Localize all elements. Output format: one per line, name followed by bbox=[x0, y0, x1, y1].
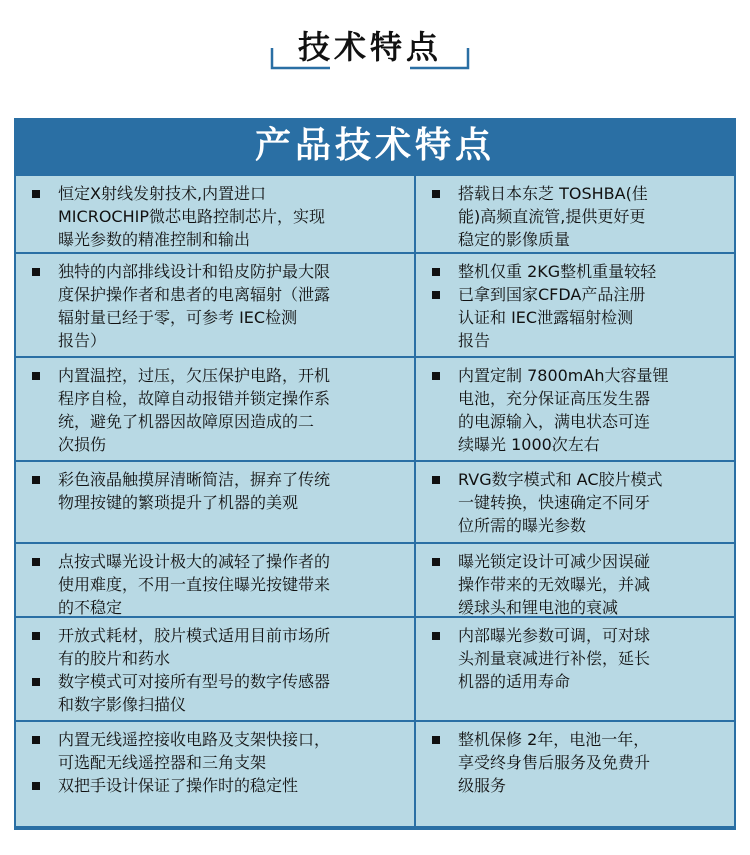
table-cell-right bbox=[416, 176, 734, 252]
feature-text: 内置无线遥控接收电路及支架快接口， 可选配无线遥控器和三角支架 bbox=[58, 730, 331, 772]
feature-item bbox=[430, 728, 720, 797]
table-cell-left bbox=[16, 176, 414, 252]
feature-item bbox=[430, 364, 720, 456]
feature-item bbox=[30, 774, 400, 797]
square-bullet-icon bbox=[432, 268, 440, 276]
square-bullet-icon bbox=[32, 558, 40, 566]
feature-text: 点按式曝光设计极大的减轻了操作者的 使用难度，不用一直按住曝光按键带来 的不稳定 bbox=[58, 552, 331, 617]
feature-text: 内置温控，过压，欠压保护电路，开机 程序自检，故障自动报错并锁定操作系 统，避免了机器因故障原因造成的二 次损伤 bbox=[58, 366, 331, 454]
feature-text: 恒定X射线发射技术,内置进口 MICROCHIP微芯电路控制芯片，实现 曝光参数的精准控制和输出 bbox=[58, 184, 325, 249]
feature-item bbox=[430, 624, 720, 693]
feature-item bbox=[30, 550, 400, 619]
page-title: 技术特点 bbox=[297, 28, 442, 66]
table-header: 产品技术特点 bbox=[14, 118, 736, 174]
square-bullet-icon bbox=[32, 632, 40, 640]
square-bullet-icon bbox=[432, 190, 440, 198]
square-bullet-icon bbox=[432, 291, 440, 299]
table-cell-left bbox=[16, 618, 414, 720]
square-bullet-icon bbox=[432, 736, 440, 744]
square-bullet-icon bbox=[432, 476, 440, 484]
square-bullet-icon bbox=[432, 632, 440, 640]
feature-item bbox=[30, 624, 400, 670]
feature-item bbox=[430, 468, 720, 537]
square-bullet-icon bbox=[432, 558, 440, 566]
page-title-frame bbox=[270, 8, 470, 70]
feature-item bbox=[30, 670, 400, 716]
square-bullet-icon bbox=[32, 736, 40, 744]
table-cell-left bbox=[16, 358, 414, 460]
feature-item bbox=[30, 364, 400, 456]
square-bullet-icon bbox=[32, 372, 40, 380]
square-bullet-icon bbox=[32, 268, 40, 276]
table-cell-right bbox=[416, 462, 734, 542]
square-bullet-icon bbox=[32, 190, 40, 198]
feature-text: 整机仅重 2KG整机重量较轻 bbox=[458, 262, 657, 281]
square-bullet-icon bbox=[32, 476, 40, 484]
features-table bbox=[14, 118, 736, 830]
table-cell-left bbox=[16, 722, 414, 826]
table-cell-right bbox=[416, 618, 734, 720]
square-bullet-icon bbox=[32, 782, 40, 790]
table-cell-left bbox=[16, 254, 414, 356]
feature-text: 开放式耗材，胶片模式适用目前市场所 有的胶片和药水 bbox=[58, 626, 331, 668]
table-cell-right bbox=[416, 544, 734, 616]
square-bullet-icon bbox=[432, 372, 440, 380]
feature-text: 整机保修 2年，电池一年， 享受终身售后服务及免费升 级服务 bbox=[458, 730, 651, 795]
feature-item bbox=[30, 182, 400, 251]
feature-text: 内部曝光参数可调，可对球 头剂量衰减进行补偿，延长 机器的适用寿命 bbox=[458, 626, 651, 691]
feature-item bbox=[430, 550, 720, 619]
table-cell-left bbox=[16, 462, 414, 542]
feature-text: 搭载日本东芝 TOSHBA(佳 能)高频直流管,提供更好更 稳定的影像质量 bbox=[458, 184, 648, 249]
table-cell-right bbox=[416, 358, 734, 460]
table-cell-left bbox=[16, 544, 414, 616]
feature-item bbox=[430, 283, 720, 352]
feature-item bbox=[30, 728, 400, 774]
table-cell-right bbox=[416, 722, 734, 826]
feature-text: RVG数字模式和 AC胶片模式 一键转换，快速确定不同牙 位所需的曝光参数 bbox=[458, 470, 663, 535]
feature-text: 彩色液晶触摸屏清晰简洁，摒弃了传统 物理按键的繁琐提升了机器的美观 bbox=[58, 470, 331, 512]
feature-text: 独特的内部排线设计和铅皮防护最大限 度保护操作者和患者的电离辐射（泄露 辐射量已经于零，可参考 IEC检测 报告） bbox=[58, 262, 331, 350]
feature-item bbox=[430, 182, 720, 251]
square-bullet-icon bbox=[32, 678, 40, 686]
feature-text: 数字模式可对接所有型号的数字传感器 和数字影像扫描仪 bbox=[58, 672, 331, 714]
table-cell-right bbox=[416, 254, 734, 356]
feature-text: 内置定制 7800mAh大容量锂 电池，充分保证高压发生器 的电源输入，满电状态可连 续曝光 1000次左右 bbox=[458, 366, 669, 454]
feature-text: 双把手设计保证了操作时的稳定性 bbox=[58, 776, 299, 795]
feature-text: 已拿到国家CFDA产品注册 认证和 IEC泄露辐射检测 报告 bbox=[458, 285, 646, 350]
feature-text: 曝光锁定设计可减少因误碰 操作带来的无效曝光，并减 缓球头和锂电池的衰减 bbox=[458, 552, 651, 617]
feature-item bbox=[30, 468, 400, 514]
feature-item bbox=[30, 260, 400, 352]
feature-item bbox=[430, 260, 720, 283]
